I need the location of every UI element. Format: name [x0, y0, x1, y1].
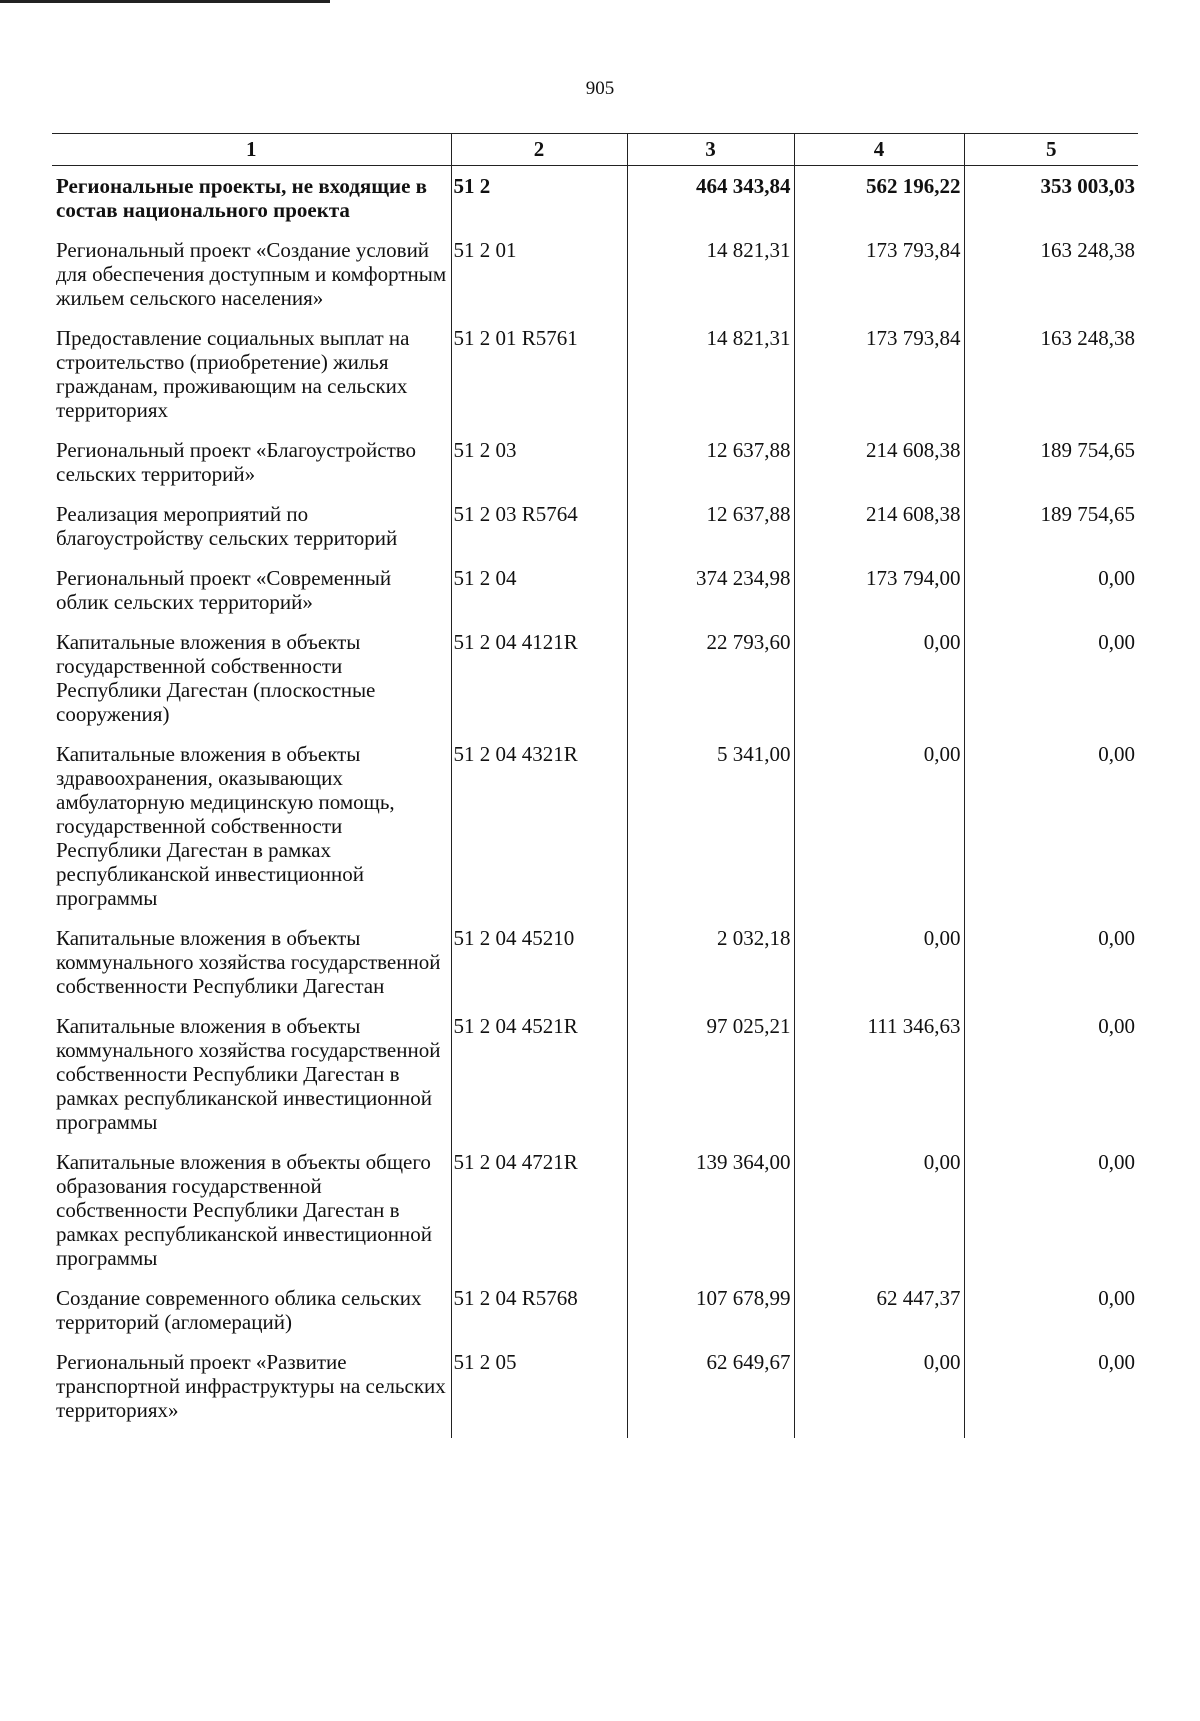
row-name: Создание современного облика сельских территорий (агломераций) — [56, 1286, 422, 1334]
row-name: Капитальные вложения в объекты коммунального хозяйства государственной собственности Республики Дагестан в рамках республиканской инвестиционной программы — [56, 1014, 441, 1134]
row-name: Капитальные вложения в объекты государственной собственности Республики Дагестан (плоскостные сооружения) — [56, 630, 376, 726]
table-row — [52, 438, 1138, 502]
row-value-col4: 214 608,38 — [794, 438, 964, 502]
row-value-col3: 374 234,98 — [627, 566, 794, 630]
row-code: 51 2 03 — [451, 438, 627, 502]
row-value-col5: 0,00 — [964, 926, 1138, 1014]
row-name: Региональный проект «Создание условий для обеспечения доступным и комфортным жильем сельского населения» — [56, 238, 447, 310]
page-number: 905 — [585, 78, 615, 99]
row-name: Региональный проект «Современный облик сельских территорий» — [56, 566, 392, 614]
row-value-col4: 0,00 — [794, 630, 964, 742]
row-value-col5: 0,00 — [964, 566, 1138, 630]
top-rule — [0, 0, 330, 3]
row-value-col4: 214 608,38 — [794, 502, 964, 566]
row-value-col5: 353 003,03 — [964, 166, 1138, 239]
table-header — [52, 134, 1138, 166]
row-value-col4: 62 447,37 — [794, 1286, 964, 1350]
table-row — [52, 1150, 1138, 1286]
row-value-col4: 0,00 — [794, 1150, 964, 1286]
row-value-col3: 14 821,31 — [627, 326, 794, 438]
row-code: 51 2 01 — [451, 238, 627, 326]
row-value-col5: 163 248,38 — [964, 238, 1138, 326]
row-code: 51 2 04 — [451, 566, 627, 630]
header-col-4: 4 — [794, 134, 964, 166]
row-value-col3: 14 821,31 — [627, 238, 794, 326]
row-name: Капитальные вложения в объекты здравоохранения, оказывающих амбулаторную медицинскую помощь, государственной собственности Республики Дагестан в рамках республиканской инвестиционной программы — [56, 742, 395, 910]
row-value-col5: 0,00 — [964, 742, 1138, 926]
row-value-col3: 5 341,00 — [627, 742, 794, 926]
row-code: 51 2 04 R5768 — [451, 1286, 627, 1350]
row-name: Региональные проекты, не входящие в состав национального проекта — [56, 174, 427, 222]
row-name: Капитальные вложения в объекты коммунального хозяйства государственной собственности Республики Дагестан — [56, 926, 441, 998]
row-name: Предоставление социальных выплат на строительство (приобретение) жилья гражданам, проживающим на сельских территориях — [56, 326, 410, 422]
row-name: Региональный проект «Благоустройство сельских территорий» — [56, 438, 417, 486]
row-code: 51 2 04 4321R — [451, 742, 627, 926]
row-code: 51 2 04 4721R — [451, 1150, 627, 1286]
row-value-col5: 0,00 — [964, 1286, 1138, 1350]
row-code: 51 2 03 R5764 — [451, 502, 627, 566]
table-body — [52, 166, 1138, 1439]
row-value-col5: 0,00 — [964, 1350, 1138, 1438]
row-code: 51 2 04 45210 — [451, 926, 627, 1014]
table-row — [52, 1350, 1138, 1438]
row-value-col3: 139 364,00 — [627, 1150, 794, 1286]
table-row — [52, 238, 1138, 326]
table-row — [52, 326, 1138, 438]
row-value-col4: 173 793,84 — [794, 238, 964, 326]
row-value-col5: 189 754,65 — [964, 438, 1138, 502]
row-value-col3: 12 637,88 — [627, 438, 794, 502]
row-value-col3: 107 678,99 — [627, 1286, 794, 1350]
row-value-col3: 464 343,84 — [627, 166, 794, 239]
row-name: Капитальные вложения в объекты общего образования государственной собственности Республики Дагестан в рамках республиканской инвестиционной программы — [56, 1150, 433, 1270]
table-row — [52, 502, 1138, 566]
row-name: Реализация мероприятий по благоустройству сельских территорий — [56, 502, 398, 550]
row-value-col3: 12 637,88 — [627, 502, 794, 566]
row-value-col5: 0,00 — [964, 1150, 1138, 1286]
row-value-col5: 0,00 — [964, 1014, 1138, 1150]
row-value-col5: 163 248,38 — [964, 326, 1138, 438]
row-value-col4: 111 346,63 — [794, 1014, 964, 1150]
row-value-col4: 173 794,00 — [794, 566, 964, 630]
table-row — [52, 1014, 1138, 1150]
row-code: 51 2 — [451, 166, 627, 239]
row-value-col3: 62 649,67 — [627, 1350, 794, 1438]
row-value-col4: 173 793,84 — [794, 326, 964, 438]
header-col-2: 2 — [451, 134, 627, 166]
header-col-5: 5 — [964, 134, 1138, 166]
row-value-col4: 562 196,22 — [794, 166, 964, 239]
row-value-col4: 0,00 — [794, 742, 964, 926]
row-value-col3: 22 793,60 — [627, 630, 794, 742]
table-row — [52, 1286, 1138, 1350]
row-name: Региональный проект «Развитие транспортной инфраструктуры на сельских территориях» — [56, 1350, 446, 1422]
row-value-col5: 189 754,65 — [964, 502, 1138, 566]
row-code: 51 2 01 R5761 — [451, 326, 627, 438]
budget-table — [52, 133, 1138, 1438]
table-row — [52, 630, 1138, 742]
row-code: 51 2 05 — [451, 1350, 627, 1438]
row-code: 51 2 04 4121R — [451, 630, 627, 742]
table-row — [52, 166, 1138, 239]
table-row — [52, 742, 1138, 926]
row-code: 51 2 04 4521R — [451, 1014, 627, 1150]
table-row — [52, 926, 1138, 1014]
row-value-col5: 0,00 — [964, 630, 1138, 742]
row-value-col4: 0,00 — [794, 1350, 964, 1438]
row-value-col3: 2 032,18 — [627, 926, 794, 1014]
header-col-1: 1 — [52, 134, 451, 166]
header-col-3: 3 — [627, 134, 794, 166]
row-value-col4: 0,00 — [794, 926, 964, 1014]
row-value-col3: 97 025,21 — [627, 1014, 794, 1150]
table-row — [52, 566, 1138, 630]
